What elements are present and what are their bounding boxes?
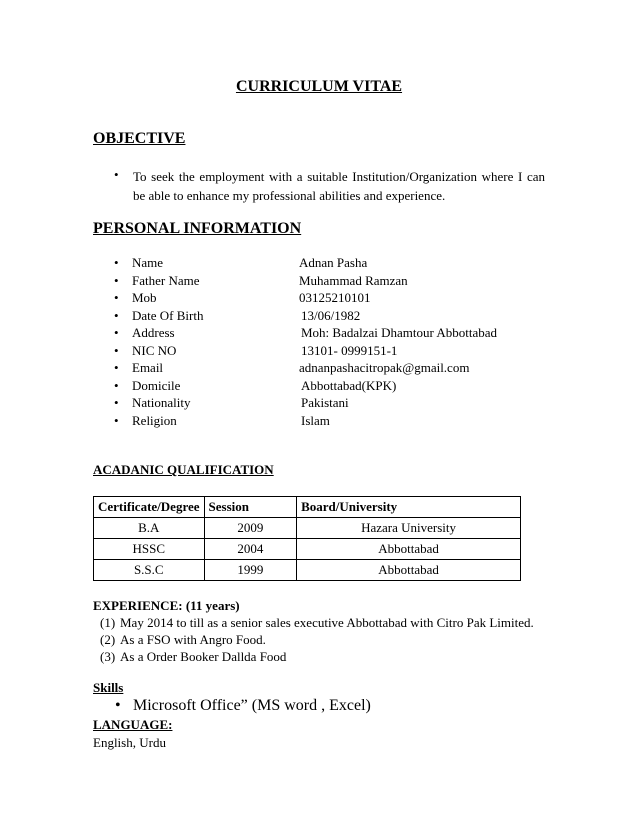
personal-info-value: 13/06/1982	[301, 307, 361, 323]
objective-heading: OBJECTIVE	[93, 130, 186, 147]
experience-item-text: As a FSO with Angro Food.	[120, 632, 266, 647]
table-header-row	[94, 497, 521, 518]
academic-table	[93, 496, 521, 581]
bullet-icon: •	[114, 255, 119, 270]
personal-info-label: Mob	[132, 290, 157, 305]
bullet-icon: •	[114, 395, 119, 410]
table-cell: S.S.C	[94, 560, 205, 581]
personal-info-label: Email	[132, 360, 164, 375]
personal-info-label: Father Name	[132, 272, 200, 288]
experience-item-text: As a Order Booker Dallda Food	[120, 649, 287, 664]
bullet-icon: •	[114, 272, 119, 288]
table-cell: Abbottabad	[297, 539, 521, 560]
personal-info-value: Islam	[301, 412, 330, 428]
bullet-icon: •	[114, 377, 119, 393]
table-cell: B.A	[94, 518, 205, 539]
language-heading: LANGUAGE:	[93, 717, 173, 732]
personal-info-value: Moh: Badalzai Dhamtour Abbottabad	[301, 325, 498, 340]
table-cell: Hazara University	[297, 518, 521, 539]
table-row	[94, 518, 521, 539]
bullet-icon: •	[115, 697, 121, 714]
personal-info-value: Pakistani	[301, 395, 349, 410]
table-cell: 2004	[204, 539, 297, 560]
personal-info-label: Address	[132, 325, 175, 340]
personal-info-value: Adnan Pasha	[299, 255, 368, 270]
personal-info-label: Religion	[132, 412, 177, 428]
table-row	[94, 539, 521, 560]
personal-info-value: Muhammad Ramzan	[299, 272, 408, 288]
academic-heading: ACADANIC QUALIFICATION	[93, 462, 274, 477]
personal-info-label: Name	[132, 255, 164, 270]
table-cell: 2009	[204, 518, 297, 539]
objective-text: To seek the employment with a suitable Institution/Organization where I can be able to enhance my professional abilities and experience.	[133, 169, 545, 203]
bullet-icon: •	[114, 412, 119, 428]
page-title: CURRICULUM VITAE	[235, 78, 403, 95]
language-text: English, Urdu	[93, 735, 166, 750]
personal-info-value: adnanpashacitropak@gmail.com	[299, 360, 470, 375]
personal-info-value: 13101- 0999151-1	[301, 342, 398, 358]
experience-heading: EXPERIENCE: (11 years)	[93, 598, 240, 613]
table-row	[94, 560, 521, 581]
personal-info-label: Domicile	[132, 377, 181, 393]
skills-heading: Skills	[93, 680, 124, 695]
table-cell: Abbottabad	[297, 560, 521, 581]
bullet-icon: •	[114, 325, 119, 340]
experience-item-number: (1)	[100, 615, 116, 630]
table-cell: 1999	[204, 560, 297, 581]
bullet-icon: •	[114, 342, 119, 358]
column-header: Session	[204, 497, 297, 518]
bullet-icon: •	[114, 360, 119, 375]
experience-item-number: (2)	[100, 632, 116, 647]
bullet-icon: •	[114, 290, 119, 305]
bullet-icon: •	[114, 167, 119, 182]
personal-info-value: 03125210101	[299, 290, 371, 305]
personal-info-label: Nationality	[132, 395, 191, 410]
table-cell: HSSC	[94, 539, 205, 560]
column-header: Certificate/Degree	[94, 497, 205, 518]
personal-info-label: NIC NO	[132, 342, 177, 358]
experience-item-number: (3)	[100, 649, 116, 664]
experience-item-text: May 2014 to till as a senior sales executive Abbottabad with Citro Pak Limited.	[120, 615, 534, 630]
bullet-icon: •	[114, 307, 119, 323]
column-header: Board/University	[297, 497, 521, 518]
personal-info-heading: PERSONAL INFORMATION	[93, 220, 302, 237]
personal-info-label: Date Of Birth	[132, 307, 204, 323]
personal-info-value: Abbottabad(KPK)	[301, 377, 397, 393]
skill-item: Microsoft Office” (MS word , Excel)	[133, 697, 371, 714]
